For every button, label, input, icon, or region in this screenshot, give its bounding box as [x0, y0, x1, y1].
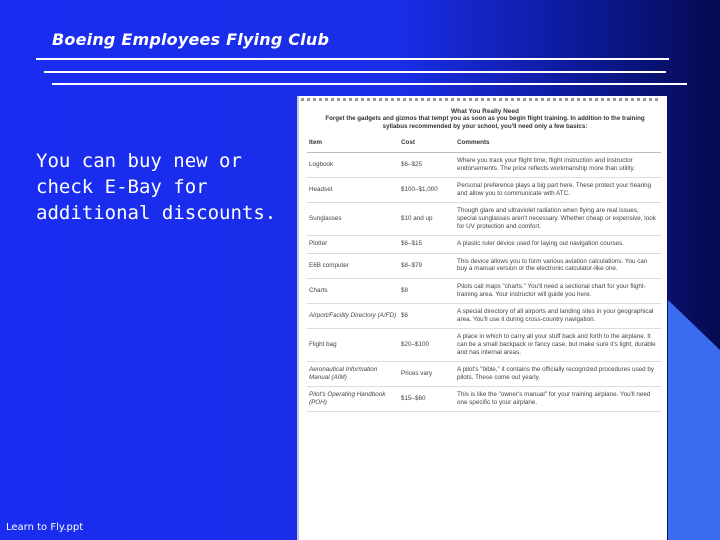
comment-cell: A pilot's "bible," it contains the officially recognized procedures used by pilots. These come out yearly. — [455, 362, 661, 387]
slide-body-text: You can buy new or check E-Bay for additional discounts. — [36, 150, 277, 224]
cost-cell: $6–$25 — [399, 153, 455, 178]
item-cell: Sunglasses — [307, 203, 399, 236]
equipment-table — [307, 135, 661, 412]
cost-cell: $8 — [399, 278, 455, 303]
scanned-document — [297, 96, 667, 540]
cost-cell: Prices vary — [399, 362, 455, 387]
table-row — [307, 329, 661, 362]
header-rule-2 — [44, 71, 666, 73]
header-rule-3 — [52, 83, 687, 85]
comment-cell: This is like the "owner's manual" for your training airplane. You'll need one specific to your airplane. — [455, 387, 661, 412]
cost-cell: $6–$15 — [399, 236, 455, 254]
cost-cell: $8–$79 — [399, 253, 455, 278]
comment-cell: Where you track your flight time, flight instruction and instructor endorsements. The price reflects workmanship more than utility. — [455, 153, 661, 178]
comment-cell: A special directory of all airports and landing sites in your geographical area. You'll use it during cross-country navigation. — [455, 304, 661, 329]
cost-cell: $10 and up — [399, 203, 455, 236]
table-row — [307, 178, 661, 203]
cost-cell: $15–$60 — [399, 387, 455, 412]
item-cell: Flight bag — [307, 329, 399, 362]
comment-cell: A plastic ruler device used for laying out navigation courses. — [455, 236, 661, 254]
table-row — [307, 304, 661, 329]
table-row — [307, 278, 661, 303]
document-intro: Forget the gadgets and gizmos that tempt you as soon as you begin flight training. In addition to the training syllabus recommended by your school, you'll need only a few basics: — [325, 115, 645, 130]
column-header-cost: Cost — [399, 135, 455, 153]
cost-cell: $100–$1,000 — [399, 178, 455, 203]
footer-filename: Learn to Fly.ppt — [6, 522, 84, 533]
item-cell: Charts — [307, 278, 399, 303]
table-row — [307, 153, 661, 178]
cost-cell: $6 — [399, 304, 455, 329]
comment-cell: A place in which to carry all your stuff back and forth to the airplane. It can be a small backpack or fancy case, but make sure it's light, durable and has internal areas. — [455, 329, 661, 362]
slide-header-title: Boeing Employees Flying Club — [52, 30, 330, 49]
item-cell: Logbook — [307, 153, 399, 178]
table-row — [307, 236, 661, 254]
item-cell: Airport/Facility Directory (A/FD) — [307, 304, 399, 329]
column-header-comments: Comments — [455, 135, 661, 153]
comment-cell: This device allows you to form various aviation calculations. You can buy a manual version or the electronic calculator-like one. — [455, 253, 661, 278]
table-row — [307, 362, 661, 387]
item-cell: Pilot's Operating Handbook (POH) — [307, 387, 399, 412]
table-header-row — [307, 135, 661, 153]
table-row — [307, 253, 661, 278]
comment-cell: Pilots call maps "charts." You'll need a sectional chart for your flight-training area. Your instructor will guide you here. — [455, 278, 661, 303]
item-cell: Plotter — [307, 236, 399, 254]
table-row — [307, 203, 661, 236]
item-cell: E6B computer — [307, 253, 399, 278]
column-header-item: Item — [307, 135, 399, 153]
table-row — [307, 387, 661, 412]
document-heading: What You Really Need — [450, 108, 520, 115]
comment-cell: Though glare and ultraviolet radiation when flying are real issues, special sunglasses aren't necessary. Whether cheap or expensive, look for UV protection and comfort. — [455, 203, 661, 236]
header-rule-1 — [36, 58, 669, 60]
item-cell: Headset — [307, 178, 399, 203]
comment-cell: Personal preference plays a big part here. These protect your hearing and allow you to communicate with ATC. — [455, 178, 661, 203]
item-cell: Aeronautical Information Manual (AIM) — [307, 362, 399, 387]
cost-cell: $20–$100 — [399, 329, 455, 362]
